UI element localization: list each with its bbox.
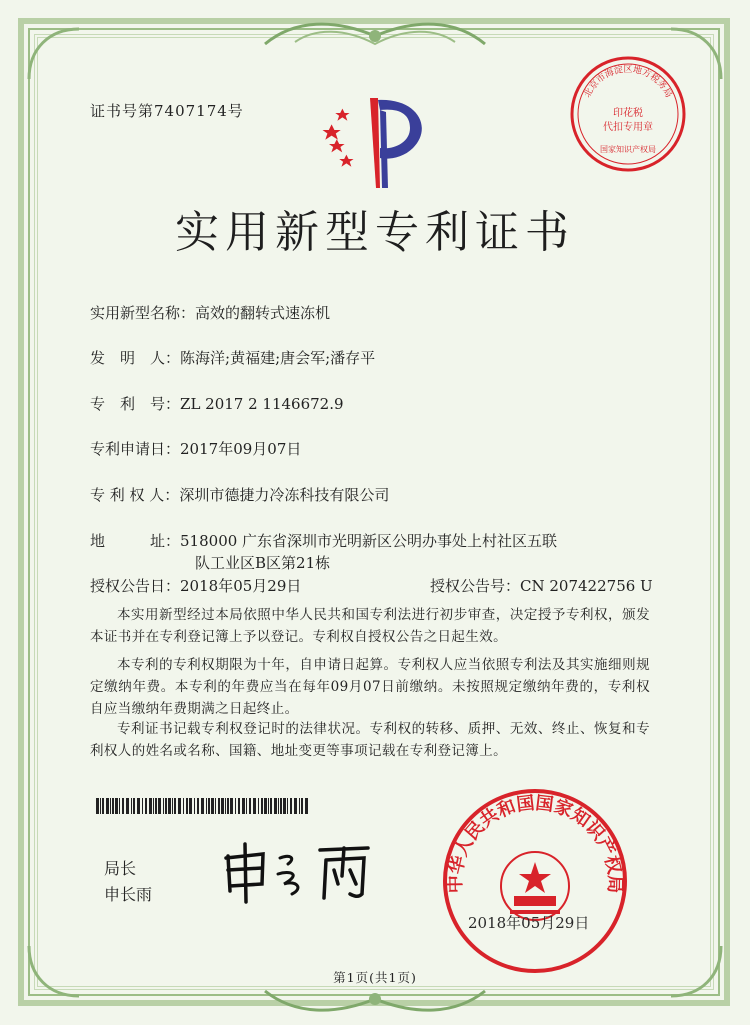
- field-label: 授权公告号：: [430, 577, 521, 595]
- barcode: [96, 798, 308, 814]
- grant-date-row: [90, 575, 301, 596]
- certificate-number: 证书号第7407174号: [90, 102, 244, 120]
- page-number: 第1页(共1页): [333, 970, 417, 985]
- small-seal-center-line1: 印花税: [613, 108, 643, 119]
- address-row: [90, 530, 557, 551]
- field-label: 专利申请日：: [90, 440, 181, 458]
- filing-date-row: [90, 438, 301, 459]
- patent-number-row: [90, 393, 344, 414]
- director-title: 局长: [104, 859, 137, 878]
- field-label: 专 利 号：: [90, 395, 181, 413]
- bottom-ornament: [255, 985, 495, 1021]
- field-value: 2018年05月29日: [180, 577, 302, 595]
- seal-arc-text: 中华人民共和国国家知识产权局: [444, 792, 626, 894]
- field-value: 2017年09月07日: [180, 440, 302, 458]
- page-title: 实用新型专利证书: [175, 207, 575, 258]
- grant-number-row: [430, 575, 653, 596]
- paragraph: 本专利的专利权期限为十年，自申请日起算。专利权人应当依照专利法及其实施细则规定缴纳年费。本专利的年费应当在每年09月07日前缴纳。未按照规定缴纳年费的，专利权自应当缴纳年费期满之日起终止。: [90, 657, 650, 717]
- field-value: 518000 广东省深圳市光明新区公明办事处上村社区五联: [180, 532, 558, 550]
- paragraph: 本实用新型经过本局依照中华人民共和国专利法进行初步审查，决定授予专利权，颁发本证书并在专利登记簿上予以登记。专利权自授权公告之日起生效。: [90, 607, 650, 645]
- field-value: ZL 2017 2 1146672.9: [180, 395, 344, 413]
- tax-stamp-seal: [568, 54, 688, 174]
- top-ornament: [255, 14, 495, 54]
- address-row-line2: [195, 552, 330, 573]
- field-value: 陈海洋;黄福建;唐会军;潘存平: [180, 349, 376, 367]
- patent-office-logo-icon: [318, 88, 438, 198]
- small-seal-arc-text: 北京市海淀区地方税务局: [582, 65, 674, 100]
- field-value: CN 207422756 U: [520, 577, 653, 595]
- director-name: 申长雨: [104, 885, 153, 904]
- patentee-row: [90, 484, 389, 505]
- paragraph: 专利证书记载专利权登记时的法律状况。专利权的转移、质押、无效、终止、恢复和专利权人的姓名或名称、国籍、地址变更等事项记载在专利登记簿上。: [90, 721, 650, 759]
- inventor-row: [90, 347, 375, 368]
- office-seal: [440, 786, 630, 976]
- utility-model-name-row: [90, 302, 330, 323]
- field-label: 授权公告日：: [90, 577, 181, 595]
- field-value: 深圳市德捷力冷冻科技有限公司: [179, 486, 390, 504]
- field-label: 实用新型名称：: [90, 304, 196, 322]
- seal-date: 2018年05月29日: [468, 914, 590, 932]
- field-value: 高效的翻转式速冻机: [195, 304, 331, 322]
- field-value: 队工业区B区第21栋: [195, 554, 331, 572]
- director-signature: [218, 836, 378, 906]
- corner-ornament: [24, 24, 84, 84]
- field-label: 地 址：: [90, 532, 181, 550]
- small-seal-bottom-text: 国家知识产权局: [600, 145, 656, 154]
- field-label: 发 明 人：: [90, 349, 181, 367]
- small-seal-center-line2: 代扣专用章: [603, 122, 653, 133]
- field-label: 专 利 权 人：: [90, 486, 180, 504]
